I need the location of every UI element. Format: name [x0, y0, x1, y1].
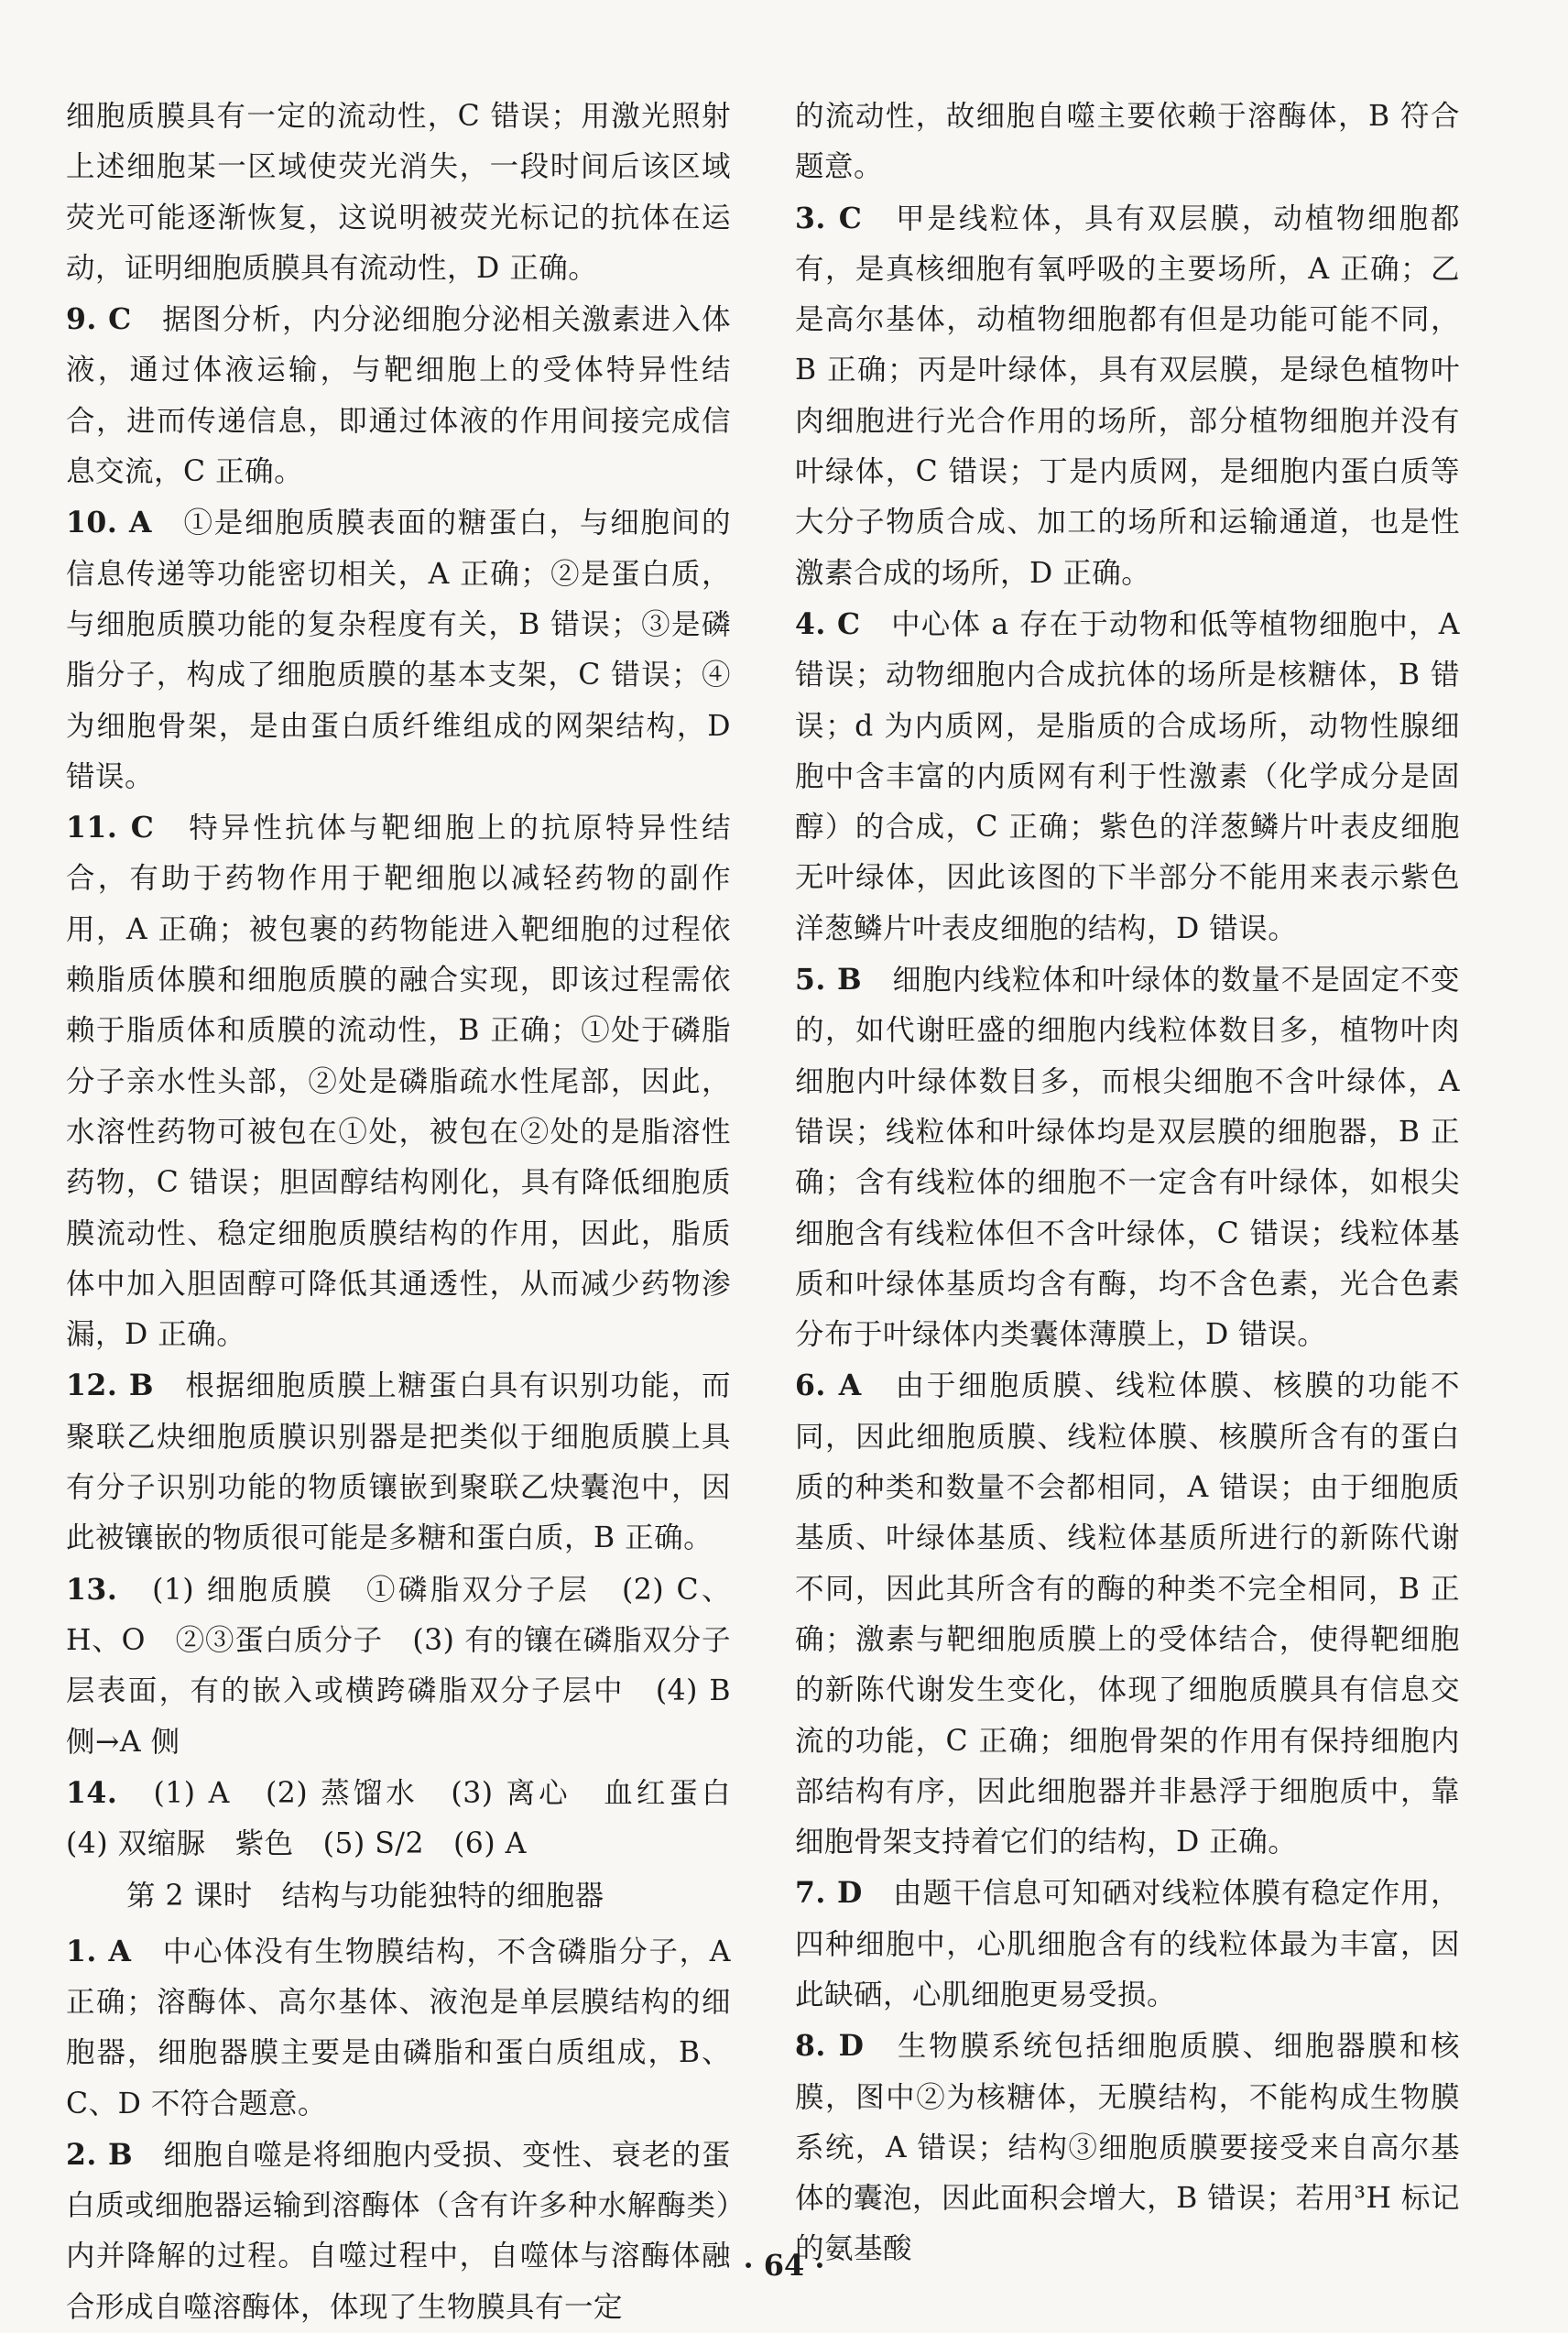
answer-item — [66, 802, 731, 1360]
answer-item — [795, 2021, 1460, 2274]
answer-number: 3. C — [795, 201, 863, 235]
answer-item — [66, 1926, 731, 2130]
answer-text: 生物膜系统包括细胞质膜、细胞器膜和核膜，图中②为核糖体，无膜结构，不能构成生物膜系统，A 错误；结构③细胞质膜要接受来自高尔基体的囊泡，因此面积会增大，B 错误；若用³H 标记的氨基酸 — [795, 2030, 1460, 2266]
answer-text: 根据细胞质膜上糖蛋白具有识别功能，而聚联乙炔细胞质膜识别器是把类似于细胞质膜上具有分子识别功能的物质镶嵌到聚联乙炔囊泡中，因此被镶嵌的物质很可能是多糖和蛋白质，B 正确。 — [66, 1369, 731, 1555]
answer-number: 6. A — [795, 1368, 862, 1403]
answer-text: (1) 细胞质膜 ①磷脂双分子层 (2) C、H、O ②③蛋白质分子 (3) 有的镶在磷脂双分子层表面，有的嵌入或横跨磷脂双分子层中 (4) B 侧→A 侧 — [66, 1573, 731, 1759]
answer-text: (1) A (2) 蒸馏水 (3) 离心 血红蛋白 (4) 双缩脲 紫色 (5) S/2 (6) A — [66, 1776, 760, 1861]
right-column — [795, 92, 1460, 2275]
answer-number: 5. B — [795, 963, 863, 998]
answer-item — [66, 92, 731, 294]
answer-item — [66, 2130, 731, 2333]
answer-text: 细胞内线粒体和叶绿体的数量不是固定不变的，如代谢旺盛的细胞内线粒体数目多，植物叶肉细胞内叶绿体数目多，而根尖细胞不含叶绿体，A 错误；线粒体和叶绿体均是双层膜的细胞器，B 正确；含有线粒体的细胞不一定含有叶绿体，如根尖细胞含有线粒体但不含叶绿体，C 错误；线粒体基质和叶绿体基质均含有酶，均不含色素，光合色素分布于叶绿体内类囊体薄膜上，D 错误。 — [795, 964, 1460, 1352]
answer-item — [66, 1360, 731, 1564]
answer-text: 甲是线粒体，具有双层膜，动植物细胞都有，是真核细胞有氧呼吸的主要场所，A 正确；乙是高尔基体，动植物细胞都有但是功能可能不同，B 正确；丙是叶绿体，具有双层膜，是绿色植物叶肉细胞进行光合作用的场所，部分植物细胞并没有叶绿体，C 错误；丁是内质网，是细胞内蛋白质等大分子物质合成、加工的场所和运输通道，也是性激素合成的场所，D 正确。 — [795, 202, 1460, 590]
answer-item — [795, 92, 1460, 193]
answer-number: 11. C — [66, 811, 155, 845]
answer-item — [66, 497, 731, 802]
answer-item — [795, 1360, 1460, 1868]
answer-number: 13. — [66, 1572, 118, 1607]
answer-number: 7. D — [795, 1876, 863, 1911]
answer-number: 1. A — [66, 1934, 132, 1968]
page-number: · 64 · — [743, 2248, 825, 2283]
answer-text: 细胞质膜具有一定的流动性，C 错误；用激光照射上述细胞某一区域使荧光消失，一段时间后该区域荧光可能逐渐恢复，这说明被荧光标记的抗体在运动，证明细胞质膜具有流动性，D 正确。 — [66, 100, 731, 285]
answer-text: 细胞自噬是将细胞内受损、变性、衰老的蛋白质或细胞器运输到溶酶体（含有许多种水解酶类）内并降解的过程。自噬过程中，自噬体与溶酶体融合形成自噬溶酶体，体现了生物膜具有一定 — [66, 2138, 731, 2324]
answer-number: 2. B — [66, 2137, 134, 2172]
answer-text: 中心体 a 存在于动物和低等植物细胞中，A 错误；动物细胞内合成抗体的场所是核糖体，B 错误；d 为内质网，是脂质的合成场所，动物性腺细胞中含丰富的内质网有利于性激素（化学成分是固醇）的合成，C 正确；紫色的洋葱鳞片叶表皮细胞无叶绿体，因此该图的下半部分不能用来表示紫色洋葱鳞片叶表皮细胞的结构，D 错误。 — [795, 607, 1461, 945]
answer-text: 的流动性，故细胞自噬主要依赖于溶酶体，B 符合题意。 — [795, 100, 1460, 184]
section-heading: 第 2 课时 结构与功能独特的细胞器 — [126, 1880, 604, 1913]
answer-number: 12. B — [66, 1368, 155, 1403]
answer-item — [66, 1564, 731, 1768]
answer-text: 中心体没有生物膜结构，不含磷脂分子，A 正确；溶酶体、高尔基体、液泡是单层膜结构的细胞器，细胞器膜主要是由磷脂和蛋白质组成，B、C、D 不符合题意。 — [66, 1935, 731, 2120]
answer-item — [66, 294, 731, 497]
answer-item — [66, 1768, 760, 1870]
left-column — [66, 92, 760, 2333]
answer-text: 由于细胞质膜、线粒体膜、核膜的功能不同，因此细胞质膜、线粒体膜、核膜所含有的蛋白质的种类和数量不会都相同，A 错误；由于细胞质基质、叶绿体基质、线粒体基质所进行的新陈代谢不同，因此其所含有的酶的种类不完全相同，B 正确；激素与靶细胞质膜上的受体结合，使得靶细胞的新陈代谢发生变化，体现了细胞质膜具有信息交流的功能，C 正确；细胞骨架的作用有保持细胞内部结构有序，因此细胞器并非悬浮于细胞质中，靠细胞骨架支持着它们的结构，D 正确。 — [795, 1369, 1460, 1859]
answer-number: 14. — [66, 1775, 118, 1810]
answer-number: 9. C — [66, 302, 132, 337]
answer-text: ①是细胞质膜表面的糖蛋白，与细胞间的信息传递等功能密切相关，A 正确；②是蛋白质，与细胞质膜功能的复杂程度有关，B 错误；③是磷脂分子，构成了细胞质膜的基本支架，C 错误；④为细胞骨架，是由蛋白质纤维组成的网架结构，D 错误。 — [66, 507, 731, 793]
answer-item — [795, 1868, 1460, 2021]
answer-text: 由题干信息可知硒对线粒体膜有稳定作用，四种细胞中，心肌细胞含有的线粒体最为丰富，因此缺硒，心肌细胞更易受损。 — [795, 1877, 1460, 2011]
answer-text: 特异性抗体与靶细胞上的抗原特异性结合，有助于药物作用于靶细胞以减轻药物的副作用，A 正确；被包裹的药物能进入靶细胞的过程依赖脂质体膜和细胞质膜的融合实现，即该过程需依赖于脂质体和质膜的流动性，B 正确；①处于磷脂分子亲水性头部，②处是磷脂疏水性尾部，因此，水溶性药物可被包在①处，被包在②处的是脂溶性药物，C 错误；胆固醇结构刚化，具有降低细胞质膜流动性、稳定细胞质膜结构的作用，因此，脂质体中加入胆固醇可降低其通透性，从而减少药物渗漏，D 正确。 — [66, 812, 731, 1352]
answer-number: 8. D — [795, 2029, 865, 2064]
answer-number: 4. C — [795, 606, 861, 641]
answer-item — [795, 193, 1460, 599]
answer-item — [795, 954, 1460, 1360]
answer-item — [795, 599, 1460, 954]
answer-number: 10. A — [66, 506, 152, 540]
answer-text: 据图分析，内分泌细胞分泌相关激素进入体液，通过体液运输，与靶细胞上的受体特异性结合，进而传递信息，即通过体液的作用间接完成信息交流，C 正确。 — [66, 303, 731, 489]
